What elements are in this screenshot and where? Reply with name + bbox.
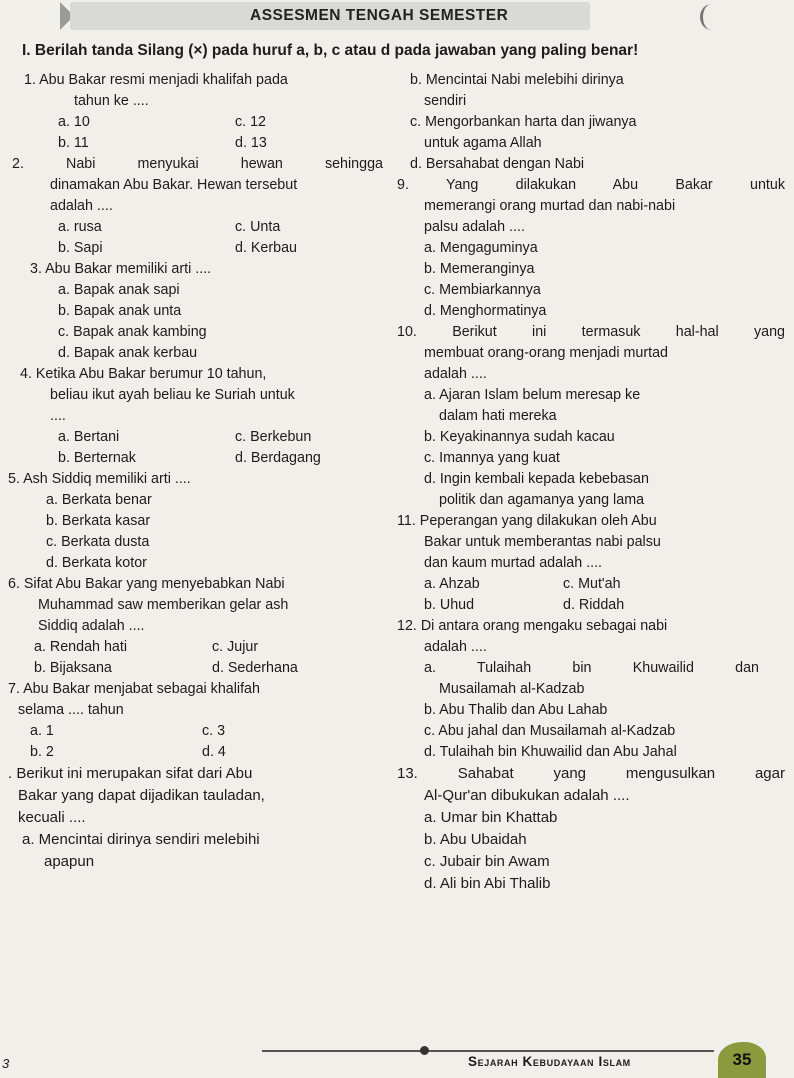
- option-d[interactable]: d. Menghormatinya: [424, 303, 547, 319]
- question-text: ....: [50, 408, 66, 424]
- option-a[interactable]: a. 1: [30, 723, 54, 739]
- option-c[interactable]: c. Berkebun: [235, 429, 312, 445]
- option-b[interactable]: b. Bapak anak unta: [58, 303, 182, 319]
- option-b[interactable]: b. Memeranginya: [424, 261, 535, 277]
- option-b[interactable]: b. Abu Thalib dan Abu Lahab: [424, 702, 608, 718]
- option-a-cont: apapun: [44, 853, 95, 870]
- option-d[interactable]: d. Ingin kembali kepada kebebasan: [424, 471, 649, 487]
- option-d[interactable]: d. Sederhana: [212, 660, 298, 676]
- question-8: [8, 763, 383, 873]
- question-text: adalah ....: [424, 366, 487, 382]
- question-text: 10. Berikut ini termasuk hal-hal yang: [397, 324, 785, 340]
- option-c[interactable]: c. Abu jahal dan Musailamah al-Kadzab: [424, 723, 676, 739]
- option-d[interactable]: d. Riddah: [563, 597, 625, 613]
- right-column: [397, 70, 789, 895]
- option-b[interactable]: b. 2: [30, 744, 54, 760]
- question-text: . Berikut ini merupakan sifat dari Abu: [8, 765, 253, 782]
- question-3: [8, 259, 383, 364]
- option-c[interactable]: c. Imannya yang kuat: [424, 450, 560, 466]
- question-text: 3. Abu Bakar memiliki arti ....: [30, 261, 212, 277]
- left-page-number: 3: [2, 1056, 10, 1071]
- instruction-text: I. Berilah tanda Silang (×) pada huruf a, b, c atau d pada jawaban yang paling benar!: [22, 42, 639, 59]
- option-c[interactable]: c. Jujur: [212, 639, 259, 655]
- option-d[interactable]: d. Berdagang: [235, 450, 321, 466]
- question-text: 9. Yang dilakukan Abu Bakar untuk: [397, 177, 785, 193]
- question-text: Bakar untuk memberantas nabi palsu: [424, 534, 661, 550]
- question-13: [397, 763, 789, 895]
- option-a[interactable]: a. rusa: [58, 219, 102, 235]
- question-text: 11. Peperangan yang dilakukan oleh Abu: [397, 513, 657, 529]
- question-10: [397, 322, 789, 511]
- question-text: membuat orang-orang menjadi murtad: [424, 345, 668, 361]
- question-text: 2. Nabi menyukai hewan sehingga: [12, 156, 383, 172]
- option-d[interactable]: d. Bapak anak kerbau: [58, 345, 198, 361]
- option-a[interactable]: a. Ajaran Islam belum meresap ke: [424, 387, 641, 403]
- option-a[interactable]: a. Mengaguminya: [424, 240, 538, 256]
- question-text: 13. Sahabat yang mengusulkan agar: [397, 765, 785, 782]
- option-a[interactable]: a. Ahzab: [424, 576, 480, 592]
- option-d[interactable]: d. 4: [202, 744, 226, 760]
- option-c[interactable]: c. Unta: [235, 219, 281, 235]
- option-d[interactable]: d. 13: [235, 135, 267, 151]
- option-b[interactable]: b. Uhud: [424, 597, 475, 613]
- question-text: 4. Ketika Abu Bakar berumur 10 tahun,: [20, 366, 267, 382]
- question-6: [8, 574, 383, 679]
- question-text: Al-Qur'an dibukukan adalah ....: [424, 787, 630, 804]
- option-c[interactable]: c. Bapak anak kambing: [58, 324, 207, 340]
- option-b[interactable]: b. 11: [58, 135, 89, 151]
- option-a[interactable]: a. Rendah hati: [34, 639, 127, 655]
- option-c[interactable]: c. Jubair bin Awam: [424, 853, 550, 870]
- option-a[interactable]: a. Berkata benar: [46, 492, 152, 508]
- option-b[interactable]: b. Mencintai Nabi melebihi dirinya: [410, 72, 624, 88]
- book-title: Sejarah Kebudayaan Islam: [468, 1054, 631, 1069]
- option-c[interactable]: c. Membiarkannya: [424, 282, 541, 298]
- option-a[interactable]: a. Mencintai dirinya sendiri melebihi: [22, 831, 260, 848]
- footer-dot-icon: [420, 1046, 429, 1055]
- option-d[interactable]: d. Berkata kotor: [46, 555, 147, 571]
- question-text: 1. Abu Bakar resmi menjadi khalifah pada: [24, 72, 288, 88]
- option-c[interactable]: c. Mut'ah: [563, 576, 621, 592]
- question-text: dan kaum murtad adalah ....: [424, 555, 603, 571]
- option-b[interactable]: b. Abu Ubaidah: [424, 831, 527, 848]
- option-d[interactable]: d. Kerbau: [235, 240, 297, 256]
- option-a-cont: Musailamah al-Kadzab: [439, 681, 585, 697]
- header-banner: [0, 0, 794, 34]
- option-d[interactable]: d. Tulaihah bin Khuwailid dan Abu Jahal: [424, 744, 677, 760]
- option-b-cont: sendiri: [424, 93, 467, 109]
- option-c-cont: untuk agama Allah: [424, 135, 542, 151]
- question-text: Muhammad saw memberikan gelar ash: [38, 597, 289, 613]
- question-text: Bakar yang dapat dijadikan tauladan,: [18, 787, 265, 804]
- option-a[interactable]: a. Bertani: [58, 429, 120, 445]
- option-d[interactable]: d. Ali bin Abi Thalib: [424, 875, 551, 892]
- option-d[interactable]: d. Bersahabat dengan Nabi: [410, 156, 585, 172]
- page-title: ASSESMEN TENGAH SEMESTER: [250, 7, 509, 24]
- option-b[interactable]: b. Bijaksana: [34, 660, 112, 676]
- option-b[interactable]: b. Berkata kasar: [46, 513, 151, 529]
- question-text: beliau ikut ayah beliau ke Suriah untuk: [50, 387, 295, 403]
- option-b[interactable]: b. Berternak: [58, 450, 136, 466]
- question-12: [397, 616, 789, 763]
- question-1: [8, 70, 383, 154]
- arc-decoration-icon: [700, 4, 723, 30]
- option-a[interactable]: a. Umar bin Khattab: [424, 809, 558, 826]
- question-text: 7. Abu Bakar menjabat sebagai khalifah: [8, 681, 260, 697]
- question-5: [8, 469, 383, 574]
- left-column: [8, 70, 383, 873]
- question-text: kecuali ....: [18, 809, 86, 826]
- option-c[interactable]: c. Berkata dusta: [46, 534, 150, 550]
- question-text: 6. Sifat Abu Bakar yang menyebabkan Nabi: [8, 576, 285, 592]
- question-text: dinamakan Abu Bakar. Hewan tersebut: [50, 177, 298, 193]
- option-b[interactable]: b. Sapi: [58, 240, 103, 256]
- footer-divider: [262, 1050, 714, 1052]
- option-b[interactable]: b. Keyakinannya sudah kacau: [424, 429, 615, 445]
- question-7: [8, 679, 383, 763]
- question-2: [8, 154, 383, 259]
- option-c[interactable]: c. 3: [202, 723, 226, 739]
- question-11: [397, 511, 789, 616]
- option-a[interactable]: a. Bapak anak sapi: [58, 282, 180, 298]
- question-text: palsu adalah ....: [424, 219, 525, 235]
- page-footer: [0, 1036, 794, 1078]
- question-4: [8, 364, 383, 469]
- question-text: Siddiq adalah ....: [38, 618, 145, 634]
- question-text: adalah ....: [50, 198, 113, 214]
- question-text: 5. Ash Siddiq memiliki arti ....: [8, 471, 191, 487]
- question-9: [397, 175, 789, 322]
- question-text: memerangi orang murtad dan nabi-nabi: [424, 198, 676, 214]
- option-a[interactable]: a. 10: [58, 114, 90, 130]
- question-text: adalah ....: [424, 639, 487, 655]
- option-a[interactable]: a. Tulaihah bin Khuwailid dan: [424, 660, 759, 676]
- question-text: 12. Di antara orang mengaku sebagai nabi: [397, 618, 668, 634]
- question-text: tahun ke ....: [74, 93, 149, 109]
- page-number-badge: 35: [718, 1042, 766, 1078]
- question-text: selama .... tahun: [18, 702, 124, 718]
- option-d-cont: politik dan agamanya yang lama: [439, 492, 645, 508]
- option-c[interactable]: c. 12: [235, 114, 266, 130]
- question-8-cont: [397, 70, 789, 175]
- option-a-cont: dalam hati mereka: [439, 408, 557, 424]
- option-c[interactable]: c. Mengorbankan harta dan jiwanya: [410, 114, 637, 130]
